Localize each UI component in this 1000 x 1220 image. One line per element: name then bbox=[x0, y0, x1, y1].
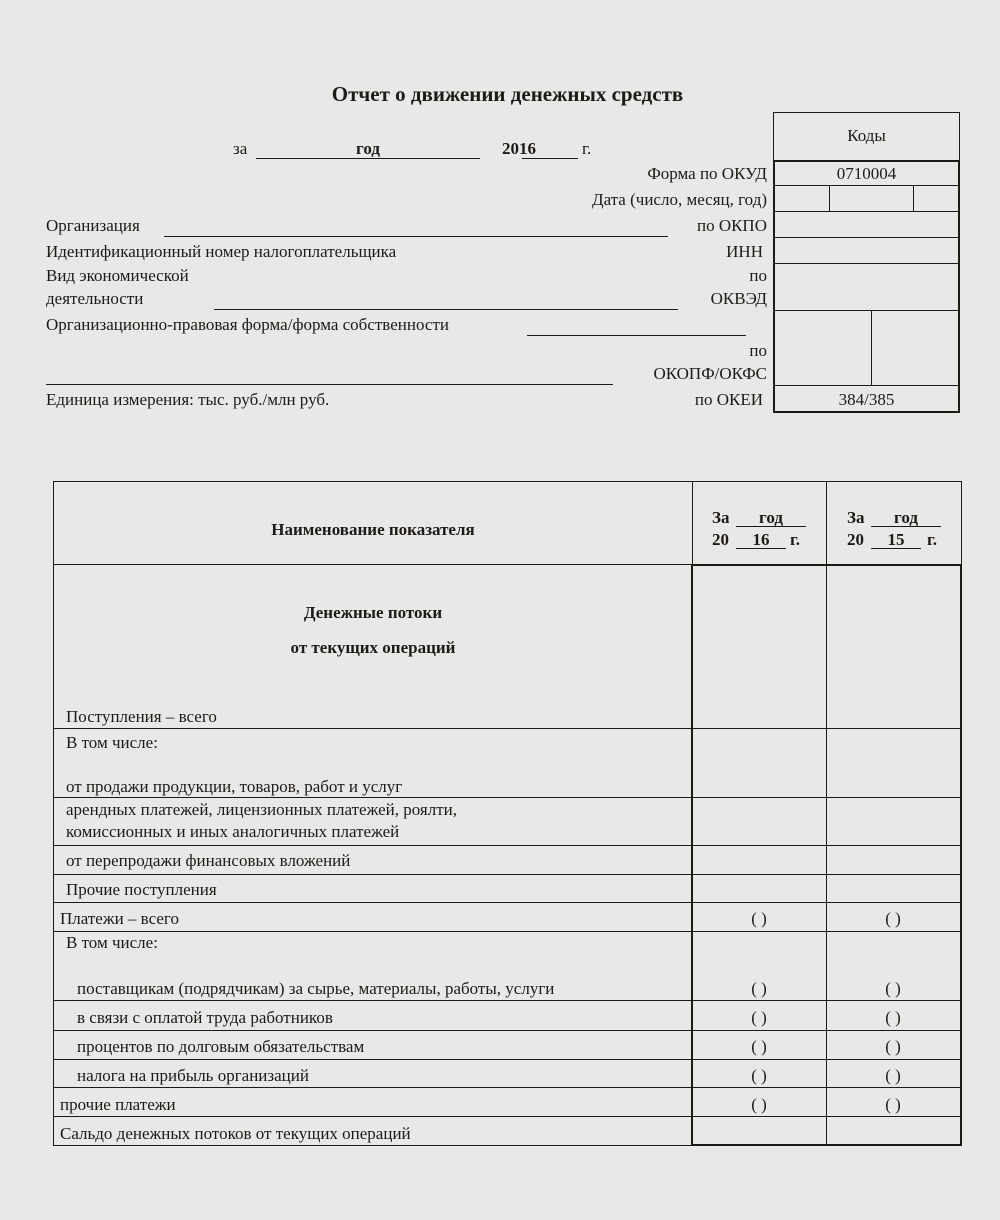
row-divider bbox=[54, 1030, 961, 1031]
row-divider bbox=[54, 1059, 961, 1060]
row-rent-2: комиссионных и иных аналогичных платежей bbox=[66, 822, 400, 841]
year-underline bbox=[522, 158, 578, 159]
col-divider bbox=[692, 482, 693, 564]
value-cell-paren[interactable]: ( ) bbox=[751, 979, 767, 998]
value-cell-paren[interactable]: ( ) bbox=[885, 1066, 901, 1085]
codes-header: Коды bbox=[847, 126, 886, 145]
col1-suffix: г. bbox=[790, 530, 801, 549]
codes-row-divider bbox=[775, 385, 958, 386]
row-including: В том числе: bbox=[66, 733, 158, 752]
col2-year: 15 bbox=[887, 530, 905, 549]
row-payments-total: Платежи – всего bbox=[60, 909, 179, 928]
row-balance: Сальдо денежных потоков от текущих операций bbox=[60, 1124, 411, 1143]
codes-table bbox=[773, 160, 960, 413]
date-label: Дата (число, месяц, год) bbox=[591, 190, 767, 209]
okopf-label-po: по bbox=[749, 341, 767, 360]
col2-za: За bbox=[847, 508, 865, 527]
okved-label-po: по bbox=[749, 266, 767, 285]
row-resale: от перепродажи финансовых вложений bbox=[66, 851, 351, 870]
section-title-1: Денежные потоки bbox=[303, 603, 443, 622]
col1-period: год bbox=[759, 508, 783, 527]
value-cell-paren[interactable]: ( ) bbox=[751, 909, 767, 928]
row-suppliers: поставщикам (подрядчикам) за сырье, материалы, работы, услуги bbox=[77, 979, 555, 998]
col1-year-underline bbox=[736, 548, 786, 549]
activity-label-2: деятельности bbox=[46, 289, 144, 308]
okud-value: 0710004 bbox=[836, 164, 897, 183]
row-divider bbox=[54, 1000, 961, 1001]
legal-form-field[interactable] bbox=[527, 335, 746, 336]
inn-full-label: Идентификационный номер налогоплательщика bbox=[46, 242, 397, 261]
col2-prefix: 20 bbox=[847, 530, 864, 549]
codes-row-divider bbox=[775, 185, 958, 186]
legal-form-label: Организационно-правовая форма/форма собственности bbox=[46, 315, 449, 334]
value-cell-paren[interactable]: ( ) bbox=[885, 909, 901, 928]
row-divider bbox=[54, 1116, 961, 1117]
value-cell-paren[interactable]: ( ) bbox=[885, 1037, 901, 1056]
legal-form-field-2[interactable] bbox=[46, 384, 613, 385]
period-value: год bbox=[356, 139, 380, 158]
organization-field[interactable] bbox=[164, 236, 668, 237]
col1-period-underline bbox=[736, 526, 806, 527]
col-divider bbox=[826, 482, 827, 564]
row-divider bbox=[54, 902, 961, 903]
codes-row-divider bbox=[775, 237, 958, 238]
col2-period: год bbox=[894, 508, 918, 527]
section-title-2: от текущих операций bbox=[290, 638, 456, 657]
col1-za: За bbox=[712, 508, 730, 527]
row-other-payments: прочие платежи bbox=[60, 1095, 176, 1114]
col1-year: 16 bbox=[752, 530, 770, 549]
row-other-receipts: Прочие поступления bbox=[66, 880, 217, 899]
date-cell-divider bbox=[913, 186, 914, 211]
okpo-label: по ОКПО bbox=[696, 216, 767, 235]
row-divider bbox=[54, 728, 961, 729]
period-za: за bbox=[233, 139, 248, 158]
row-including-2: В том числе: bbox=[66, 933, 158, 952]
value-cell-paren[interactable]: ( ) bbox=[885, 1008, 901, 1027]
value-cell-paren[interactable]: ( ) bbox=[885, 1095, 901, 1114]
activity-label-1: Вид экономической bbox=[46, 266, 189, 285]
row-sales: от продажи продукции, товаров, работ и услуг bbox=[66, 777, 403, 796]
value-cell-paren[interactable]: ( ) bbox=[885, 979, 901, 998]
okved-label: ОКВЭД bbox=[710, 289, 767, 308]
value-cell-paren[interactable]: ( ) bbox=[751, 1095, 767, 1114]
okei-label: по ОКЕИ bbox=[694, 390, 763, 409]
unit-label: Единица измерения: тыс. руб./млн руб. bbox=[46, 390, 330, 409]
report-title: Отчет о движении денежных средств bbox=[331, 82, 684, 106]
value-cell-paren[interactable]: ( ) bbox=[751, 1066, 767, 1085]
row-divider bbox=[54, 931, 961, 932]
okei-value: 384/385 bbox=[838, 390, 895, 409]
organization-label: Организация bbox=[46, 216, 140, 235]
row-divider bbox=[54, 874, 961, 875]
row-rent-1: арендных платежей, лицензионных платежей, роялти, bbox=[66, 800, 458, 819]
header-name: Наименование показателя bbox=[271, 520, 475, 539]
col2-period-underline bbox=[871, 526, 941, 527]
value-cell-paren[interactable]: ( ) bbox=[751, 1008, 767, 1027]
row-receipts-total: Поступления – всего bbox=[66, 707, 217, 726]
data-col-divider bbox=[826, 566, 827, 1144]
row-interest: процентов по долговым обязательствам bbox=[77, 1037, 365, 1056]
codes-row-divider bbox=[775, 310, 958, 311]
okud-label: Форма по ОКУД bbox=[647, 164, 767, 183]
inn-label: ИНН bbox=[726, 242, 763, 261]
value-cell-paren[interactable]: ( ) bbox=[751, 1037, 767, 1056]
col1-prefix: 20 bbox=[712, 530, 729, 549]
col2-year-underline bbox=[871, 548, 921, 549]
okopf-cell-divider bbox=[871, 311, 872, 385]
period-underline bbox=[256, 158, 480, 159]
codes-row-divider bbox=[775, 263, 958, 264]
row-divider bbox=[54, 845, 961, 846]
period-suffix: г. bbox=[582, 139, 592, 158]
okopf-label: ОКОПФ/ОКФС bbox=[653, 364, 767, 383]
col2-suffix: г. bbox=[927, 530, 938, 549]
row-divider bbox=[54, 1087, 961, 1088]
codes-row-divider bbox=[775, 211, 958, 212]
row-divider bbox=[54, 797, 961, 798]
date-cell-divider bbox=[829, 186, 830, 211]
activity-field[interactable] bbox=[214, 309, 678, 310]
row-profit-tax: налога на прибыль организаций bbox=[77, 1066, 309, 1085]
row-wages: в связи с оплатой труда работников bbox=[77, 1008, 333, 1027]
period-year: 2016 bbox=[502, 139, 536, 158]
